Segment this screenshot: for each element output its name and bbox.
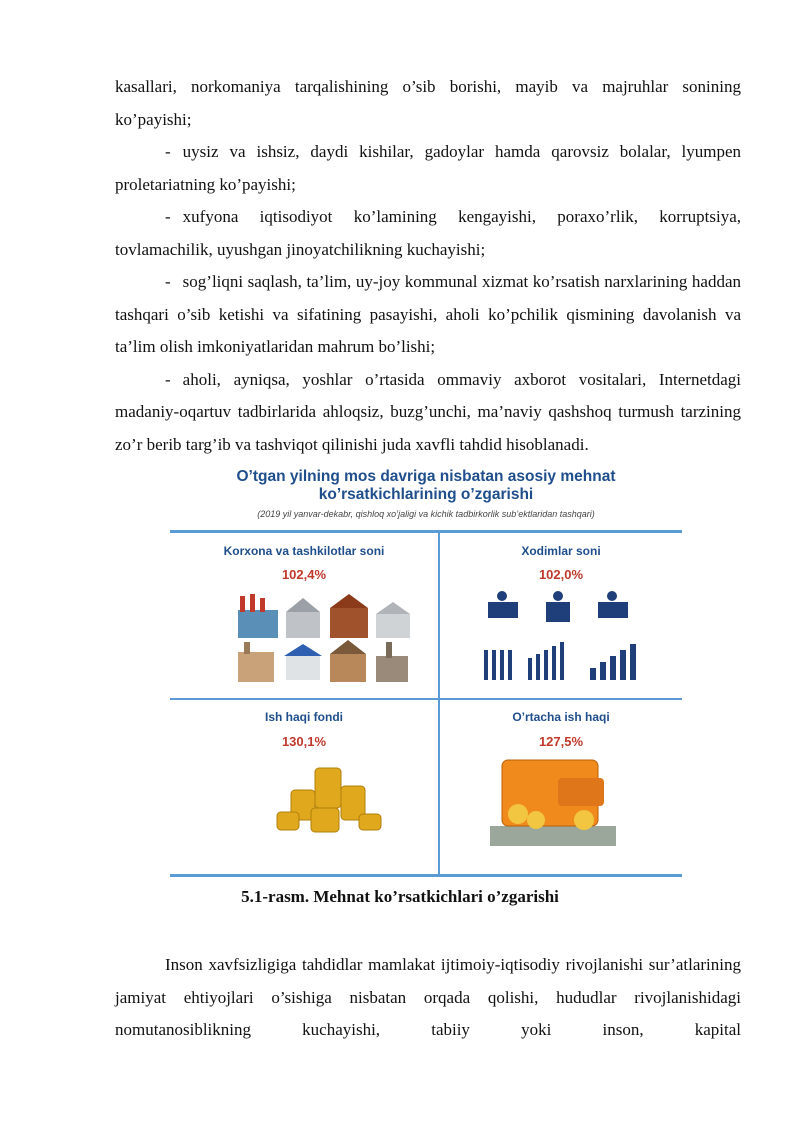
figure-title-line1: O’tgan yilning mos davriga nisbatan asosiy mehnat [236,468,616,485]
list-item-text: uysiz va ishsiz, daydi kishilar, gadoylar hamda qarovsiz bolalar, lyumpen proletariatning ko’payishi; [115,142,741,194]
factory-buildings-icon [230,590,430,690]
list-item [115,136,741,201]
figure-caption: 5.1-rasm. Mehnat ko’rsatkichlari o’zgarishi [241,887,559,906]
divider [170,698,682,700]
list-item-text: sog’liqni saqlash, ta’lim, uy-joy kommunal xizmat ko’rsatish narxlarining haddan tashqari o’sib ketishi va sifatining pasayishi, aholi ko’pchilik qismining davolanish va ta’lim olish imkoniyatlaridan mahrum bo’lishi; [115,272,741,356]
dash: - [165,142,171,161]
dash: - [165,272,171,291]
cell-value-average-wage: 127,5% [538,734,584,749]
wallet-money-icon [488,756,618,852]
list-item-text: aholi, ayniqsa, yoshlar o’rtasida ommaviy axborot vositalari, Internetdagi madaniy-oqartuv tadbirlarida ahloqsiz, buzg’unchi, ma’naviy qashshoq turmush tarzining zo’r berib targ’ib va tashviqot qilinishi juda xavfli tahdid hisoblanadi. [115,369,741,454]
list-item-text: xufyona iqtisodiyot ko’lamining kengayishi, poraxo’rlik, korruptsiya, tovlamachilik, uyushgan jinoyatchilikning kuchayishi; [115,207,741,259]
paragraph-line1: kasallari, norkomaniya tarqalishining o’sib borishi, mayib va majruhlar sonining ko’payishi; [115,77,741,129]
dash: - [165,369,171,389]
figure-subtitle: (2019 yil yanvar-dekabr, qishloq xo’jaligi va kichik tadbirkorlik sub’ektlaridan tashqari) [257,509,595,519]
paragraph-bottom: Inson xavfsizligiga tahdidlar mamlakat ijtimoiy-iqtisodiy rivojlanishi sur’atlarining jamiyat ehtiyojlari o’sishiga nisbatan orqada qolishi, hududlar rivojlanishidagi nomutanosiblikning kuchayishi, tabiiy yoki inson, kapital [115,955,741,1039]
cell-value-wage-fund: 130,1% [281,734,327,749]
workers-icon [480,588,660,692]
cell-label-employees: Xodimlar soni [521,544,601,558]
cell-label-wage-fund: Ish haqi fondi [265,710,343,724]
cell-label-average-wage: O’rtacha ish haqi [512,710,610,724]
list-item [115,364,741,462]
top-text-block [115,71,741,461]
coins-stack-icon [275,760,385,840]
figure-title-line2: ko’rsatkichlarining o’zgarishi [318,486,534,503]
divider [170,530,682,533]
divider [438,533,440,874]
divider [170,874,682,877]
list-item [115,201,741,266]
cell-label-enterprises: Korxona va tashkilotlar soni [223,544,385,558]
dash: - [165,207,171,226]
cell-value-employees: 102,0% [538,567,584,582]
infographic-figure [170,460,682,880]
list-item [115,266,741,364]
figure-title [170,468,682,504]
cell-value-enterprises: 102,4% [281,567,327,582]
bottom-text-block [115,949,741,1047]
